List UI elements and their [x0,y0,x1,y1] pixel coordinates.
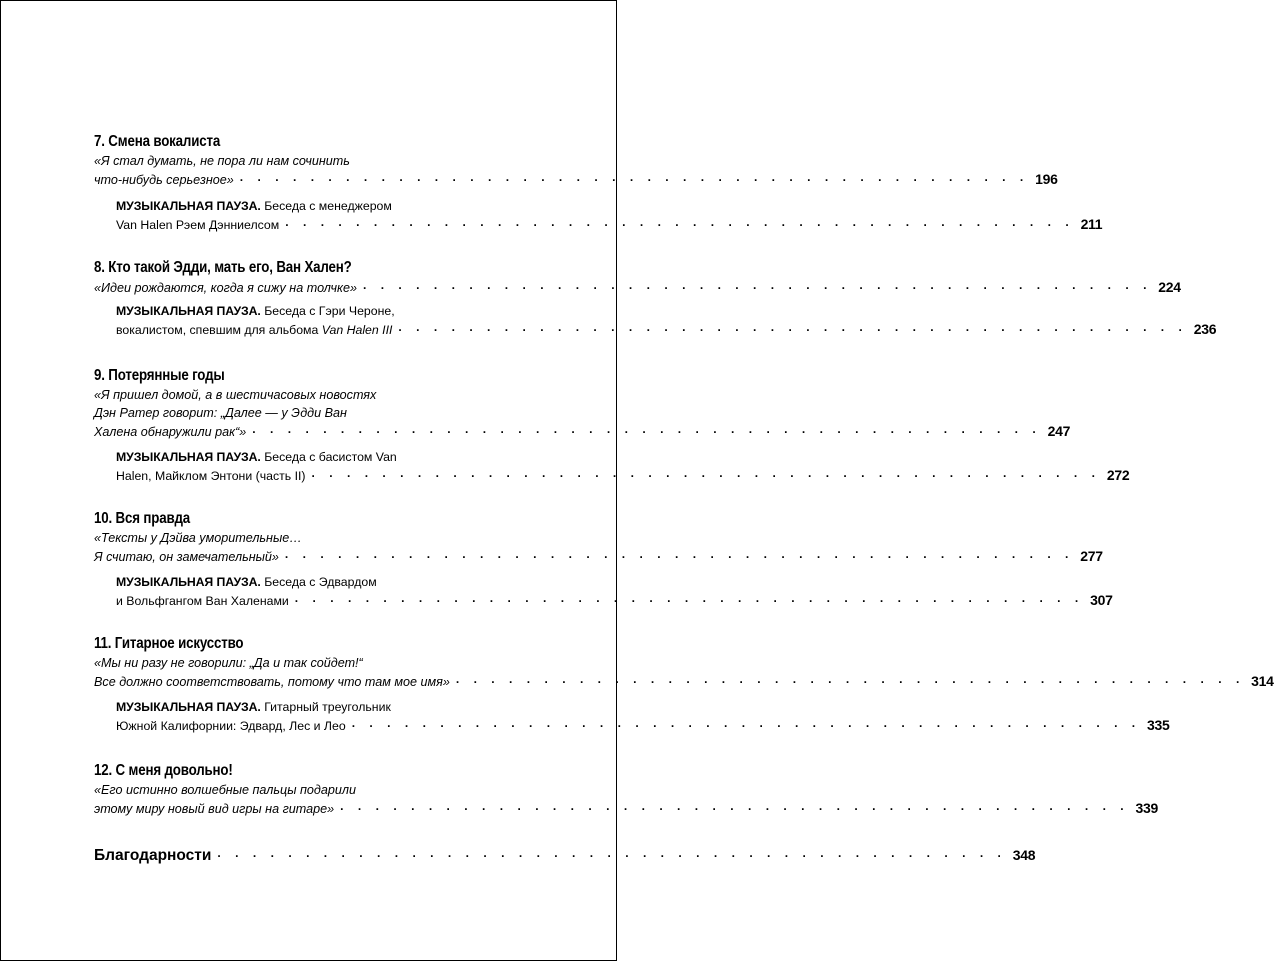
quote-line: Халена обнаружили рак“» [94,425,247,439]
interlude-entry[interactable] [116,698,1170,734]
quote-line: «Идеи рождаются, когда я сижу на толчке» [94,281,357,295]
quote-last-line [94,799,1158,817]
interlude-line [116,302,544,320]
interlude-label: МУЗЫКАЛЬНАЯ ПАУЗА. [116,700,261,714]
page-number: 196 [1035,171,1058,187]
album-title: Van Halen III [321,323,393,337]
page-number: 335 [1147,717,1170,733]
acknowledgements-entry[interactable] [94,845,1036,865]
quote-line: «Я стал думать, не пора ли нам сочинить [94,154,350,168]
interlude-line [116,197,544,215]
interlude-text: и Вольфгангом Ван Халенами [116,594,289,608]
dot-leader: · · · · · · · · · · · · · · · · · · · · · · · · · · · · · · · · · · · · · · · · · · · · · [294,594,1085,608]
interlude-entry[interactable] [116,197,1103,233]
quote-last-line [94,422,1071,440]
chapter-quote[interactable] [94,529,1103,565]
page-number: 314 [1251,673,1274,689]
page-number: 247 [1047,423,1071,439]
interlude-last-line [116,215,1103,233]
interlude-text: Беседа с басистом Van [264,450,397,464]
quote-line: Я считаю, он замечательный» [94,550,279,564]
interlude-text: Беседа с менеджером [264,199,392,213]
page-number: 236 [1193,321,1217,337]
chapter-quote[interactable] [94,386,1071,440]
quote-line: Все должно соответствовать, потому что там мое имя» [94,675,450,689]
chapter-quote[interactable] [94,654,1274,690]
quote-line: Дэн Ратер говорит: „Далее — у Эдди Ван [94,406,347,420]
interlude-line [116,448,544,466]
page-number: 307 [1090,592,1113,608]
chapter-quote[interactable] [94,152,1058,188]
page-number: 277 [1080,548,1103,564]
interlude-last-line [116,466,1130,484]
page-number: 339 [1135,800,1158,816]
interlude-text: Van Halen Рэем Дэнниелсом [116,218,280,232]
interlude-line [116,698,544,716]
chapter-title[interactable]: 9. Потерянные годы [94,367,225,384]
quote-line: что-нибудь серьезное» [94,173,234,187]
chapter-quote[interactable] [94,278,1181,296]
quote-line: «Я пришел домой, а в шестичасовых новостях [94,388,377,402]
chapter-title[interactable]: 8. Кто такой Эдди, мать его, Ван Хален? [94,259,352,276]
interlude-entry[interactable] [116,302,1217,338]
chapter-title[interactable]: 10. Вся правда [94,510,191,527]
dot-leader: · · · · · · · · · · · · · · · · · · · · · · · · · · · · · · · · · · · · · · · · · · · · · [398,323,1188,337]
interlude-last-line [116,716,1170,734]
interlude-label: МУЗЫКАЛЬНАЯ ПАУЗА. [116,575,261,589]
dot-leader: · · · · · · · · · · · · · · · · · · · · · · · · · · · · · · · · · · · · · · · · · · · · · [455,675,1246,689]
quote-line: «Мы ни разу не говорили: „Да и так сойдет!“ [94,656,363,670]
quote-line: «Тексты у Дэйва уморительные… [94,531,302,545]
dot-leader: · · · · · · · · · · · · · · · · · · · · · · · · · · · · · · · · · · · · · · · · · · · · · [252,425,1042,439]
interlude-text: Беседа с Эдвардом [264,575,377,589]
interlude-label: МУЗЫКАЛЬНАЯ ПАУЗА. [116,450,261,464]
dot-leader: · · · · · · · · · · · · · · · · · · · · · · · · · · · · · · · · · · · · · · · · · · · · · [239,173,1030,187]
dot-leader: · · · · · · · · · · · · · · · · · · · · · · · · · · · · · · · · · · · · · · · · · · · · · [217,849,1007,863]
acknowledgements-title: Благодарности [94,847,212,864]
page-number: 211 [1080,216,1103,232]
chapter-quote[interactable] [94,781,1158,817]
chapter-title[interactable]: 11. Гитарное искусство [94,635,244,652]
interlude-text: Halen, Майклом Энтони (часть II) [116,469,306,483]
page-number: 348 [1012,847,1036,863]
page-number: 224 [1158,279,1181,295]
interlude-text: Южной Калифорнии: Эдвард, Лес и Лео [116,719,346,733]
dot-leader: · · · · · · · · · · · · · · · · · · · · · · · · · · · · · · · · · · · · · · · · · · · · · [351,719,1142,733]
chapter-title[interactable]: 7. Смена вокалиста [94,133,221,150]
page-number: 272 [1106,467,1130,483]
interlude-text: Беседа с Гэри Чероне, [264,304,395,318]
interlude-entry[interactable] [116,573,1113,609]
interlude-last-line [116,320,1217,338]
chapter-title[interactable]: 12. С меня довольно! [94,762,233,779]
quote-last-line [94,547,1103,565]
dot-leader: · · · · · · · · · · · · · · · · · · · · · · · · · · · · · · · · · · · · · · · · · · · · · [362,281,1153,295]
dot-leader: · · · · · · · · · · · · · · · · · · · · · · · · · · · · · · · · · · · · · · · · · · · · · [284,550,1075,564]
quote-last-line [94,672,1274,690]
dot-leader: · · · · · · · · · · · · · · · · · · · · · · · · · · · · · · · · · · · · · · · · · · · · · [285,218,1075,232]
quote-line: этому миру новый вид игры на гитаре» [94,802,335,816]
interlude-text: вокалистом, спевшим для альбома [116,323,322,337]
interlude-line [116,573,544,591]
interlude-text-wrap [116,321,392,339]
interlude-text: Гитарный треугольник [264,700,391,714]
interlude-label: МУЗЫКАЛЬНАЯ ПАУЗА. [116,199,261,213]
quote-line: «Его истинно волшебные пальцы подарили [94,783,357,797]
dot-leader: · · · · · · · · · · · · · · · · · · · · · · · · · · · · · · · · · · · · · · · · · · · · · [311,469,1101,483]
interlude-last-line [116,591,1113,609]
interlude-label: МУЗЫКАЛЬНАЯ ПАУЗА. [116,304,261,318]
dot-leader: · · · · · · · · · · · · · · · · · · · · · · · · · · · · · · · · · · · · · · · · · · · · · [340,802,1130,816]
interlude-entry[interactable] [116,448,1130,484]
quote-last-line [94,170,1058,188]
quote-last-line [94,278,1181,296]
